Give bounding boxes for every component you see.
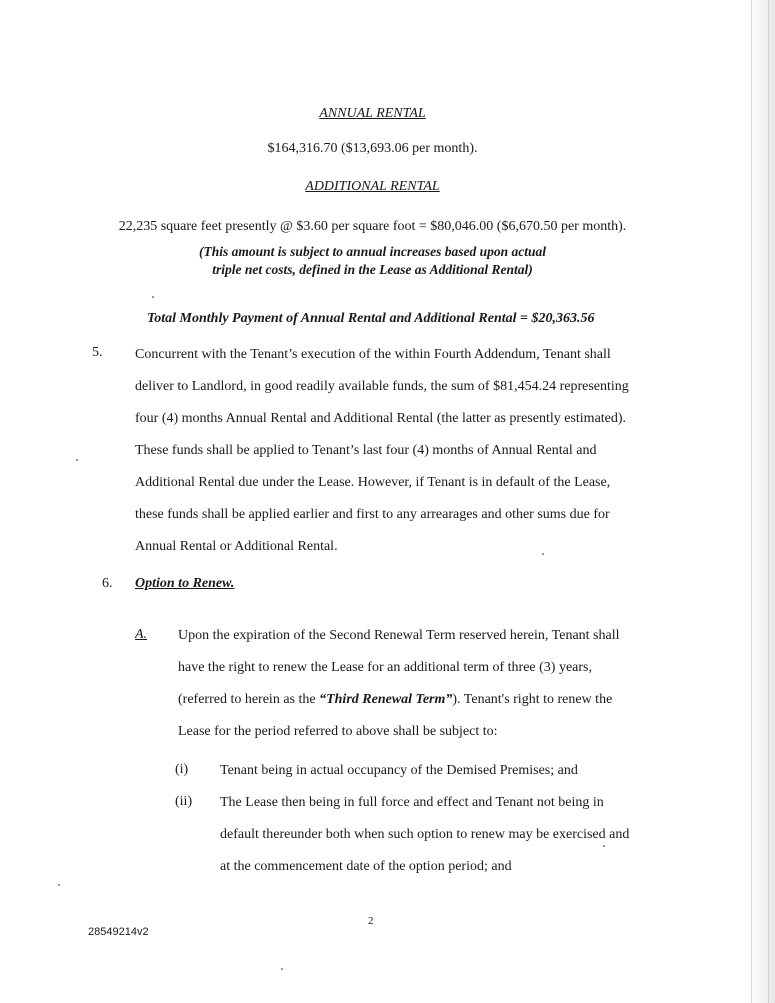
section-6-title: Option to Renew.	[135, 576, 235, 591]
subsection-a-line3	[178, 684, 612, 716]
third-renewal-term: “Third Renewal Term”	[319, 692, 453, 707]
scan-speck	[152, 296, 154, 298]
section-5-body	[135, 339, 629, 563]
additional-rental-heading: ADDITIONAL RENTAL	[305, 179, 440, 194]
additional-rental-note-line1: (This amount is subject to annual increases based upon actual	[199, 244, 546, 259]
section-5-line: four (4) months Annual Rental and Additional Rental (the latter as presently estimated).	[135, 411, 627, 426]
total-monthly-payment: Total Monthly Payment of Annual Rental and Additional Rental = $20,363.56	[147, 311, 595, 326]
section-5-number: 5.	[92, 345, 103, 360]
condition-ii-body	[220, 787, 629, 883]
annual-rental-amount: $164,316.70 ($13,693.06 per month).	[267, 141, 478, 156]
condition-i-number: (i)	[175, 762, 189, 777]
page-edge-line	[751, 0, 752, 1003]
condition-ii-line: The Lease then being in full force and effect and Tenant not being in	[220, 795, 604, 810]
section-5-line: deliver to Landlord, in good readily available funds, the sum of $81,454.24 representing	[135, 379, 629, 394]
section-5-line: Concurrent with the Tenant’s execution of the within Fourth Addendum, Tenant shall	[135, 347, 611, 362]
section-5-line: These funds shall be applied to Tenant’s last four (4) months of Annual Rental and	[135, 443, 597, 458]
subsection-a-line4: Lease for the period referred to above shall be subject to:	[178, 724, 498, 739]
annual-rental-heading: ANNUAL RENTAL	[319, 106, 426, 121]
subsection-a-label: A.	[135, 627, 148, 642]
subsection-a-line3-pre: (referred to herein as the	[178, 692, 320, 707]
subsection-a-line1: Upon the expiration of the Second Renewal Term reserved herein, Tenant shall	[178, 628, 620, 643]
condition-ii-line: at the commencement date of the option period; and	[220, 859, 512, 874]
page-edge-line	[768, 0, 769, 1003]
section-5-line: Annual Rental or Additional Rental.	[135, 539, 338, 554]
scan-speck	[542, 553, 544, 555]
subsection-a-line2: have the right to renew the Lease for an additional term of three (3) years,	[178, 660, 592, 675]
additional-rental-note-line2: triple net costs, defined in the Lease as Additional Rental)	[212, 262, 533, 277]
scan-speck	[76, 459, 78, 461]
subsection-a-line3-post: ). Tenant's right to renew the	[452, 692, 613, 707]
condition-ii-number: (ii)	[175, 794, 193, 809]
section-5-line: Additional Rental due under the Lease. However, if Tenant is in default of the Lease,	[135, 475, 611, 490]
page-number: 2	[368, 915, 374, 927]
scan-speck	[281, 968, 283, 970]
scan-speck	[603, 845, 605, 847]
additional-rental-calculation: 22,235 square feet presently @ $3.60 per square foot = $80,046.00 ($6,670.50 per month).	[118, 219, 627, 234]
document-id: 28549214v2	[88, 926, 149, 938]
section-6-number: 6.	[102, 576, 113, 591]
condition-i-text: Tenant being in actual occupancy of the Demised Premises; and	[220, 763, 578, 778]
section-5-line: these funds shall be applied earlier and first to any arrearages and other sums due for	[135, 507, 610, 522]
scan-speck	[58, 884, 60, 886]
condition-ii-line: default thereunder both when such option to renew may be exercised and	[220, 827, 630, 842]
